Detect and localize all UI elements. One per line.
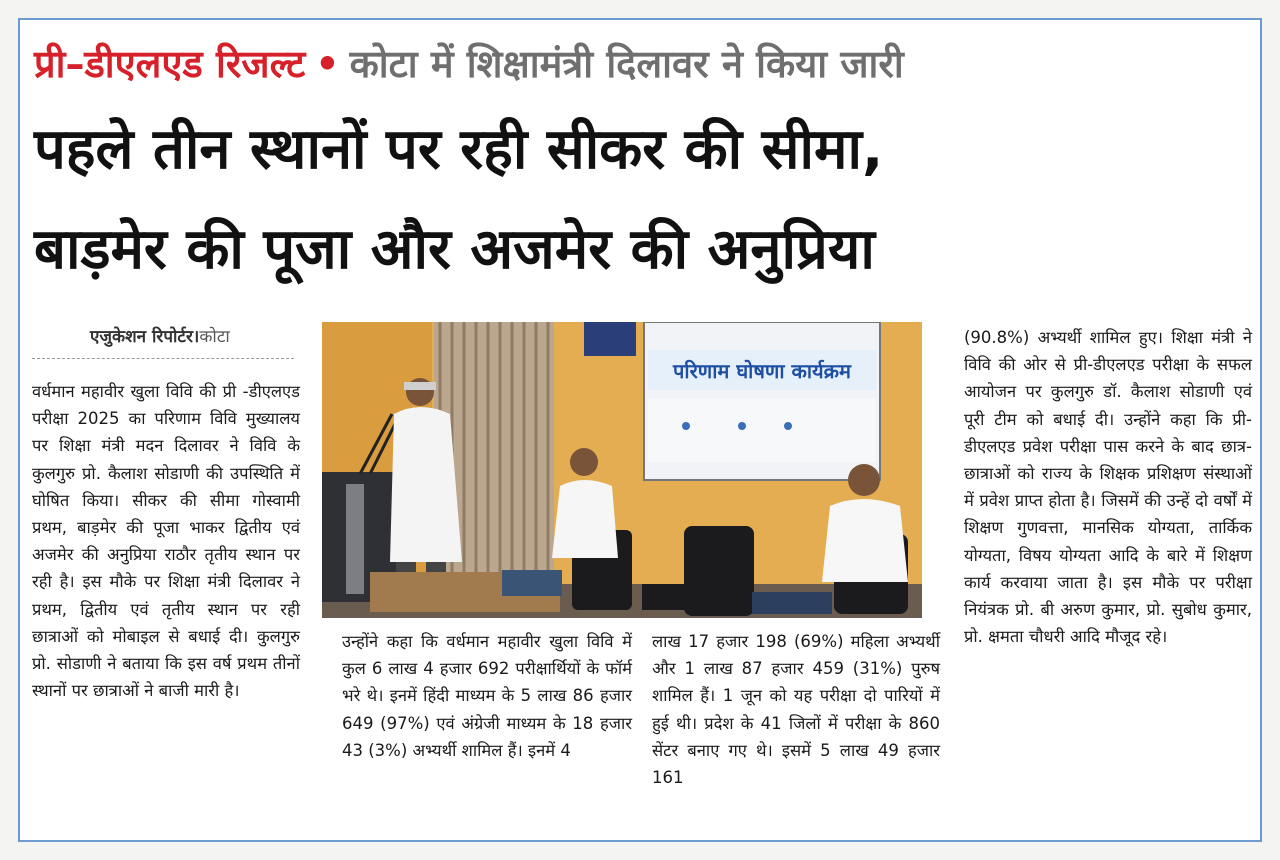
article-paragraph: वर्धमान महावीर खुला विवि की प्री -डीएलएड परीक्षा 2025 का परिणाम विवि मुख्यालय पर शिक्षा मंत्री मदन दिलावर ने विवि के कुलगुरु प्रो. कैलाश सोडाणी की उपस्थिति में घोषित किया। सीकर की सीमा गोस्वामी प्रथम, बाड़मेर की पूजा भाकर द्वितीय एवं अजमेर की अनुप्रिया राठौर तृतीय स्थान पर रही है। इस मौके पर शिक्षा मंत्री दिलावर ने प्रथम, द्वितीय एवं तृतीय स्थान पर रही छात्राओं को मोबाइल से बधाई दी। कुलगुरु प्रो. सोडाणी ने बताया कि इस वर्ष प्रथम तीनों स्थानों पर छात्राओं ने बाजी मारी है। [32,382,300,701]
event-photo [322,322,922,618]
article-paragraph: उन्होंने कहा कि वर्धमान महावीर खुला विवि में कुल 6 लाख 4 हजार 692 परीक्षार्थियों के फॉर्म भरे थे। इनमें हिंदी माध्यम के 5 लाख 86 हजार 649 (97%) एवं अंग्रेजी माध्यम के 18 हजार 43 (3%) अभ्यर्थी शामिल हैं। इनमें 4 [342,632,632,760]
kicker-label: प्री–डीएलएड रिजल्ट [34,42,306,86]
projection-screen [644,322,880,480]
kicker-subtitle: कोटा में शिक्षामंत्री दिलावर ने किया जारी [349,42,904,86]
byline-divider [32,358,294,359]
article-paragraph: (90.8%) अभ्यर्थी शामिल हुए। शिक्षा मंत्री ने विवि की ओर से प्री-डीएलएड परीक्षा के सफल आयोजन पर कुलगुरु डॉ. कैलाश सोडाणी एवं पूरी टीम को बधाई दी। उन्होंने कहा कि प्री- डीएलएड प्रवेश परीक्षा पास करने के बाद छात्र- छात्राओं को राज्य के शिक्षक प्रशिक्षण संस्थाओं में प्रवेश प्राप्त होता है। जिसमें की उन्हें दो वर्षों में शिक्षण गुणवत्ता, मानसिक योग्यता, तार्किक योग्यता, विषय योग्यता आदि के बारे में शिक्षण कार्य करवाया जाता है। इस मौके पर परीक्षा नियंत्रक प्रो. बी अरुण कुमार, प्रो. सुबोध कुमार, प्रो. क्षमता चौधरी आदि मौजूद रहे। [964,328,1252,647]
byline-city: कोटा [199,327,230,347]
byline-reporter: एजुकेशन रिपोर्टर। [90,327,200,347]
kicker-line [34,34,1246,94]
headline [34,100,1250,300]
article-column-1 [32,378,300,704]
screen-banner-text: परिणाम घोषणा कार्यक्रम [673,359,851,383]
kicker-separator: • [315,42,340,86]
article-column-3 [652,628,940,791]
article-column-2 [342,628,632,764]
event-photo-illustration [322,322,922,618]
article-column-4 [964,324,1252,650]
headline-line-1: पहले तीन स्थानों पर रही सीकर की सीमा, [34,117,884,182]
headline-line-2: बाड़मेर की पूजा और अजमेर की अनुप्रिया [34,217,875,282]
article-paragraph: लाख 17 हजार 198 (69%) महिला अभ्यर्थी और 1 लाख 87 हजार 459 (31%) पुरुष शामिल हैं। 1 जून को यह परीक्षा दो पारियों में हुई थी। प्रदेश के 41 जिलों में परीक्षा के 860 सेंटर बनाए गए थे। इसमें 5 लाख 49 हजार 161 [652,632,940,788]
byline [90,324,230,347]
newspaper-clipping [18,18,1262,842]
